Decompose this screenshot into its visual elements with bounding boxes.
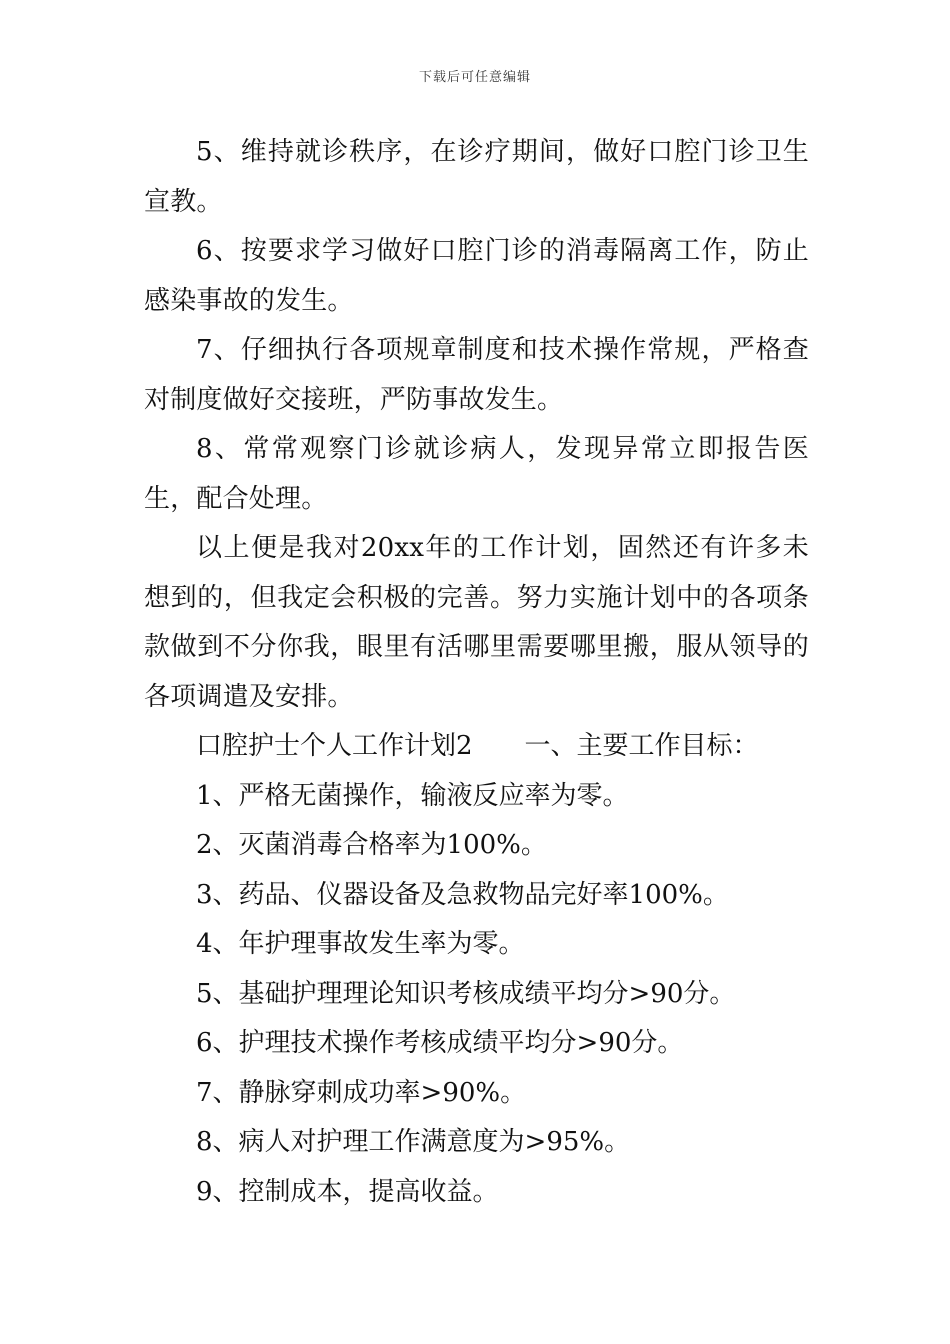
paragraph-item-5: 5、维持就诊秩序，在诊疗期间，做好口腔门诊卫生宣教。 — [144, 137, 809, 217]
goal-item: 5、基础护理理论知识考核成绩平均分>90分。 — [196, 978, 736, 1009]
document-body — [144, 128, 809, 1217]
paragraph-item-8: 8、常常观察门诊就诊病人，发现异常立即报告医生，配合处理。 — [144, 434, 809, 514]
goal-item: 1、严格无菌操作，输液反应率为零。 — [196, 780, 629, 811]
goal-item: 4、年护理事故发生率为零。 — [196, 929, 525, 959]
section-title: 口腔护士个人工作计划2 — [196, 731, 473, 761]
goal-item: 9、控制成本，提高收益。 — [196, 1176, 499, 1207]
section-subtitle: 一、主要工作目标： — [524, 731, 759, 761]
page-header-note: 下载后可任意编辑 — [418, 70, 531, 85]
goal-item: 3、药品、仪器设备及急救物品完好率100%。 — [196, 879, 729, 910]
section-heading — [144, 722, 809, 772]
goal-item: 7、静脉穿刺成功率>90%。 — [196, 1077, 527, 1108]
goal-item: 8、病人对护理工作满意度为>95%。 — [196, 1127, 631, 1157]
goal-item: 2、灭菌消毒合格率为100%。 — [196, 830, 547, 860]
paragraph-item-6: 6、按要求学习做好口腔门诊的消毒隔离工作，防止感染事故的发生。 — [144, 236, 809, 316]
paragraph-conclusion: 以上便是我对20xx年的工作计划，固然还有许多未想到的，但我定会积极的完善。努力实施计划中的各项条款做到不分你我，眼里有活哪里需要哪里搬，服从领导的各项调遣及安排。 — [144, 533, 809, 712]
paragraph-item-7: 7、仔细执行各项规章制度和技术操作常规，严格查对制度做好交接班，严防事故发生。 — [144, 335, 809, 415]
goal-item: 6、护理技术操作考核成绩平均分>90分。 — [196, 1028, 684, 1058]
